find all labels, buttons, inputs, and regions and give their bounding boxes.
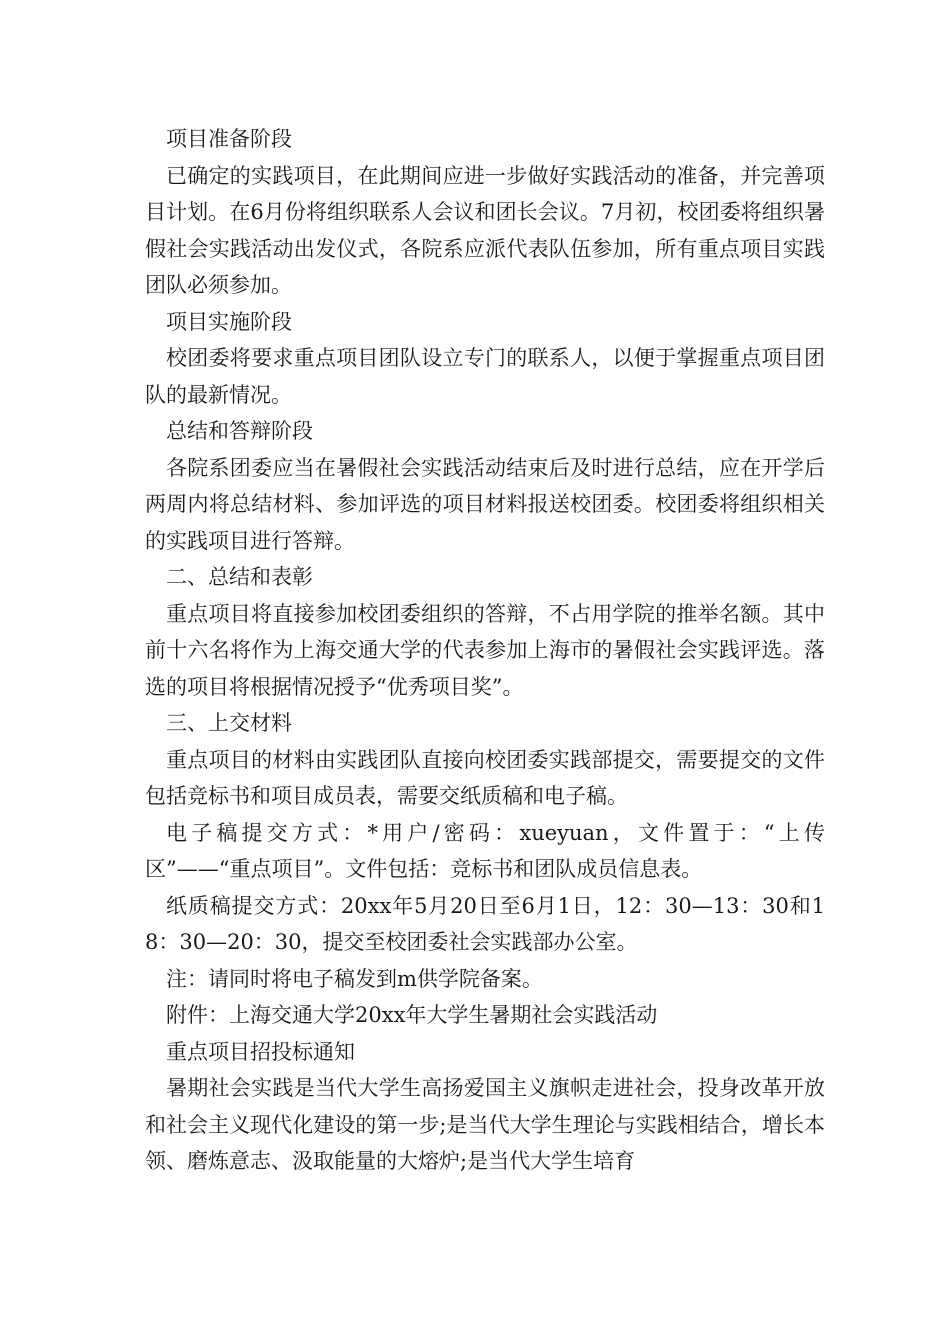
paragraph-social-practice: 暑期社会实践是当代大学生高扬爱国主义旗帜走进社会，投身改革开放和社会主义现代化建设的第一步;是当代大学生理论与实践相结合，增长本领、磨炼意志、汲取能量的大熔炉;是当代大学生培育	[145, 1076, 825, 1173]
paragraph-attachment: 附件：上海交通大学20xx年大学生暑期社会实践活动	[166, 1003, 658, 1027]
paragraph-summary-defense: 各院系团委应当在暑假社会实践活动结束后及时进行总结，应在开学后两周内将总结材料、参加评选的项目材料报送校团委。校团委将组织相关的实践项目进行答辩。	[145, 455, 825, 553]
paragraph-implementation: 校团委将要求重点项目团队设立专门的联系人，以便于掌握重点项目团队的最新情况。	[145, 346, 825, 407]
paragraph-electronic-submission: 电子稿提交方式：*用户/密码：xueyuan，文件置于：“上传区”——“重点项目”。文件包括：竞标书和团队成员信息表。	[145, 820, 825, 881]
paragraph-commendation: 重点项目将直接参加校团委组织的答辩，不占用学院的推举名额。其中前十六名将作为上海交通大学的代表参加上海市的暑假社会实践评选。落选的项目将根据情况授予“优秀项目奖”。	[145, 601, 825, 699]
heading-bidding-notice: 重点项目招投标通知	[166, 1039, 355, 1064]
heading-summary-commendation: 二、总结和表彰	[166, 565, 313, 589]
heading-summary-defense-stage: 总结和答辩阶段	[166, 419, 313, 443]
heading-submit-materials: 三、上交材料	[166, 711, 292, 735]
paragraph-preparation: 已确定的实践项目，在此期间应进一步做好实践活动的准备，并完善项目计划。在6月份将组织联系人会议和团长会议。7月初，校团委将组织暑假社会实践活动出发仪式，各院系应派代表队伍参加，所有重点项目实践团队必须参加。	[145, 163, 825, 297]
document-body	[145, 121, 825, 1180]
paragraph-paper-submission: 纸质稿提交方式：20xx年5月20日至6月1日，12：30—13：30和18：30—20：30，提交至校团委社会实践部办公室。	[145, 893, 825, 954]
paragraph-note: 注：请同时将电子稿发到m供学院备案。	[166, 966, 543, 991]
paragraph-submit-materials: 重点项目的材料由实践团队直接向校团委实践部提交，需要提交的文件包括竞标书和项目成员表，需要交纸质稿和电子稿。	[145, 747, 825, 808]
heading-preparation-stage: 项目准备阶段	[166, 127, 292, 151]
heading-implementation-stage: 项目实施阶段	[166, 309, 292, 334]
